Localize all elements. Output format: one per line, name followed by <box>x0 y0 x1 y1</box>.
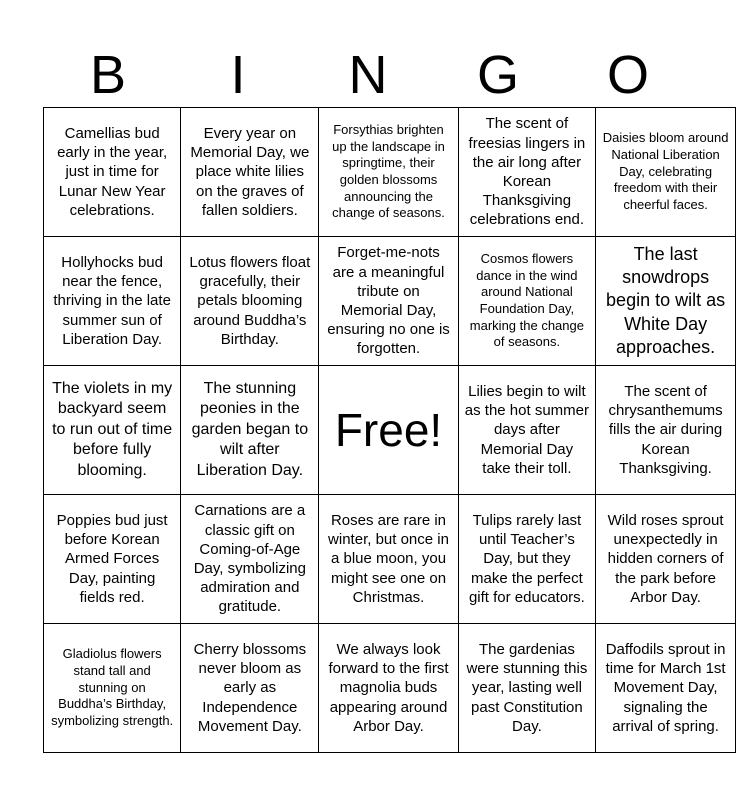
header-letter-n: N <box>348 45 388 105</box>
bingo-cell[interactable]: Lilies begin to wilt as the hot summer days after Memorial Day take their toll. <box>458 366 596 495</box>
bingo-cell[interactable]: The stunning peonies in the garden began to wilt after Liberation Day. <box>181 366 319 495</box>
bingo-header <box>43 44 693 106</box>
bingo-cell[interactable]: Poppies bud just before Korean Armed Forces Day, painting fields red. <box>44 495 181 624</box>
bingo-cell[interactable]: The gardenias were stunning this year, lasting well past Constitution Day. <box>458 624 596 753</box>
bingo-cell[interactable]: Gladiolus flowers stand tall and stunning on Buddha’s Birthday, symbolizing strength. <box>44 624 181 753</box>
free-space[interactable]: Free! <box>319 366 458 495</box>
bingo-cell[interactable]: Cherry blossoms never bloom as early as Independence Movement Day. <box>181 624 319 753</box>
bingo-cell[interactable]: Carnations are a classic gift on Coming-of-Age Day, symbolizing admiration and gratitude. <box>181 495 319 624</box>
bingo-cell[interactable]: Camellias bud early in the year, just in time for Lunar New Year celebrations. <box>44 108 181 237</box>
grid-row <box>44 108 736 237</box>
bingo-cell[interactable]: We always look forward to the first magnolia buds appearing around Arbor Day. <box>319 624 458 753</box>
header-letter-i: I <box>230 45 246 105</box>
bingo-cell[interactable]: Daffodils sprout in time for March 1st Movement Day, signaling the arrival of spring. <box>596 624 736 753</box>
bingo-cell[interactable]: Cosmos flowers dance in the wind around National Foundation Day, marking the change of seasons. <box>458 237 596 366</box>
bingo-cell[interactable]: Every year on Memorial Day, we place white lilies on the graves of fallen soldiers. <box>181 108 319 237</box>
grid-row <box>44 366 736 495</box>
header-letter-b: B <box>89 45 127 105</box>
bingo-cell[interactable]: The scent of freesias lingers in the air long after Korean Thanksgiving celebrations end. <box>458 108 596 237</box>
header-letter-g: G <box>476 45 519 105</box>
bingo-cell[interactable]: Wild roses sprout unexpectedly in hidden corners of the park before Arbor Day. <box>596 495 736 624</box>
grid-row <box>44 495 736 624</box>
bingo-cell[interactable]: Forsythias brighten up the landscape in springtime, their golden blossoms announcing the change of seasons. <box>319 108 458 237</box>
bingo-cell[interactable]: Roses are rare in winter, but once in a blue moon, you might see one on Christmas. <box>319 495 458 624</box>
grid-row <box>44 624 736 753</box>
header-letter-o: O <box>606 45 649 105</box>
bingo-cell[interactable]: Daisies bloom around National Liberation Day, celebrating freedom with their cheerful faces. <box>596 108 736 237</box>
bingo-cell[interactable]: Tulips rarely last until Teacher’s Day, but they make the perfect gift for educators. <box>458 495 596 624</box>
bingo-cell[interactable]: The last snowdrops begin to wilt as White Day approaches. <box>596 237 736 366</box>
bingo-cell[interactable]: Forget-me-nots are a meaningful tribute on Memorial Day, ensuring no one is forgotten. <box>319 237 458 366</box>
grid-row <box>44 237 736 366</box>
bingo-grid <box>43 107 736 753</box>
bingo-cell[interactable]: Hollyhocks bud near the fence, thriving in the late summer sun of Liberation Day. <box>44 237 181 366</box>
bingo-cell[interactable]: The scent of chrysanthemums fills the air during Korean Thanksgiving. <box>596 366 736 495</box>
bingo-cell[interactable]: Lotus flowers float gracefully, their petals blooming around Buddha’s Birthday. <box>181 237 319 366</box>
bingo-cell[interactable]: The violets in my backyard seem to run out of time before fully blooming. <box>44 366 181 495</box>
